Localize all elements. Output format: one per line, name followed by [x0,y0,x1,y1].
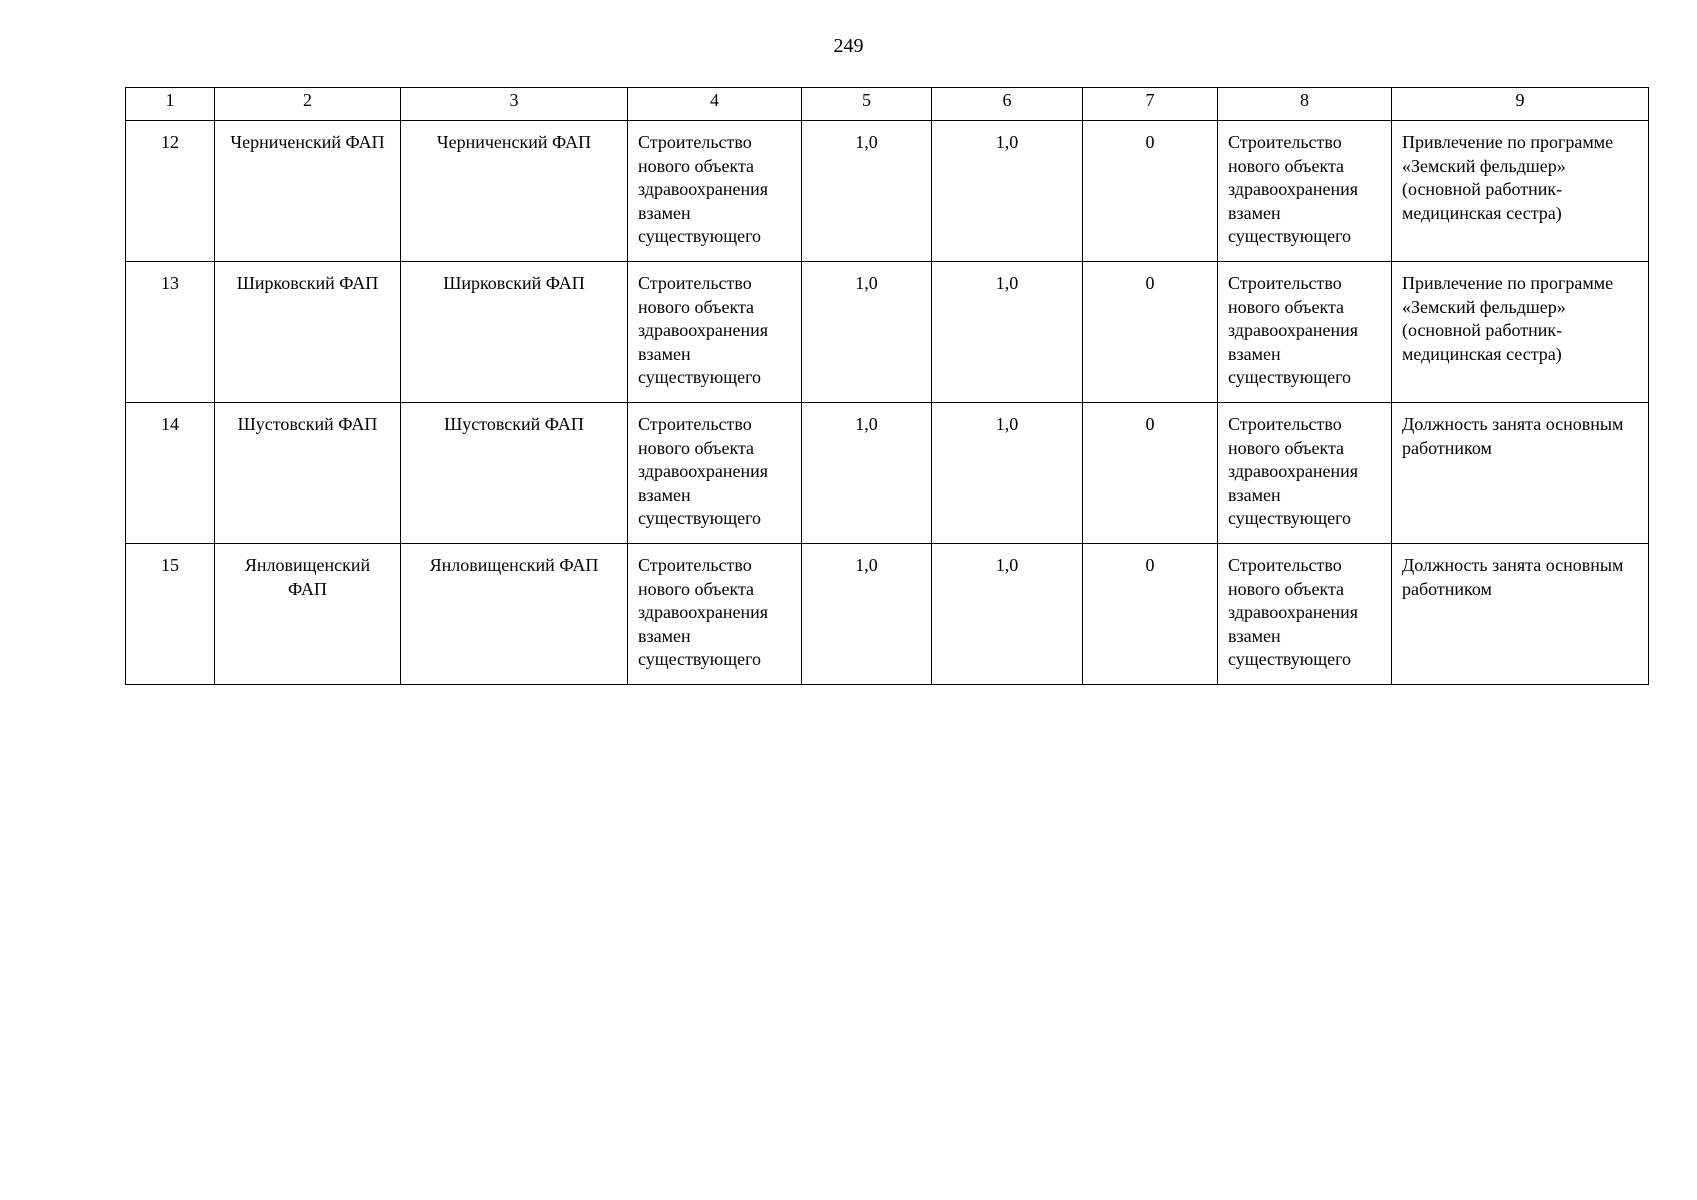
row-number: 13 [126,262,215,403]
facility-name: Ширковский ФАП [215,262,401,403]
value-col7: 0 [1083,403,1218,544]
staffing-note: Должность занята основным работником [1392,544,1649,685]
header-cell-7: 7 [1083,88,1218,121]
facility-name-col3: Шустовский ФАП [401,403,628,544]
value-col5: 1,0 [802,262,932,403]
table-row [126,262,1649,403]
value-col5: 1,0 [802,403,932,544]
header-cell-4: 4 [628,88,802,121]
planned-action: Строительство нового объекта здравоохранения взамен существующего [628,544,802,685]
table-body [126,121,1649,685]
table-row [126,544,1649,685]
header-cell-6: 6 [932,88,1083,121]
header-row [126,88,1649,121]
facility-name-col3: Ширковский ФАП [401,262,628,403]
value-col6: 1,0 [932,403,1083,544]
value-col5: 1,0 [802,544,932,685]
header-cell-1: 1 [126,88,215,121]
action-col8: Строительство нового объекта здравоохранения взамен существующего [1218,544,1392,685]
facility-name: Шустовский ФАП [215,403,401,544]
action-col8: Строительство нового объекта здравоохранения взамен существующего [1218,262,1392,403]
action-col8: Строительство нового объекта здравоохранения взамен существующего [1218,121,1392,262]
header-cell-3: 3 [401,88,628,121]
header-cell-9: 9 [1392,88,1649,121]
data-table [125,87,1649,685]
action-col8: Строительство нового объекта здравоохранения взамен существующего [1218,403,1392,544]
planned-action: Строительство нового объекта здравоохранения взамен существующего [628,121,802,262]
planned-action: Строительство нового объекта здравоохранения взамен существующего [628,262,802,403]
facility-name-col3: Черниченский ФАП [401,121,628,262]
staffing-note: Должность занята основным работником [1392,403,1649,544]
staffing-note: Привлечение по программе «Земский фельдшер» (основной работник- медицинская сестра) [1392,262,1649,403]
value-col7: 0 [1083,262,1218,403]
row-number: 14 [126,403,215,544]
staffing-note: Привлечение по программе «Земский фельдшер» (основной работник- медицинская сестра) [1392,121,1649,262]
row-number: 15 [126,544,215,685]
header-cell-5: 5 [802,88,932,121]
value-col6: 1,0 [932,121,1083,262]
row-number: 12 [126,121,215,262]
facility-name: Черниченский ФАП [215,121,401,262]
value-col6: 1,0 [932,262,1083,403]
value-col7: 0 [1083,544,1218,685]
header-cell-2: 2 [215,88,401,121]
page-number: 249 [833,35,864,57]
table-row [126,121,1649,262]
facility-name-col3: Янловищенский ФАП [401,544,628,685]
table-header [126,88,1649,121]
value-col6: 1,0 [932,544,1083,685]
value-col5: 1,0 [802,121,932,262]
header-cell-8: 8 [1218,88,1392,121]
value-col7: 0 [1083,121,1218,262]
facility-name: Янловищенский ФАП [215,544,401,685]
planned-action: Строительство нового объекта здравоохранения взамен существующего [628,403,802,544]
table-row [126,403,1649,544]
